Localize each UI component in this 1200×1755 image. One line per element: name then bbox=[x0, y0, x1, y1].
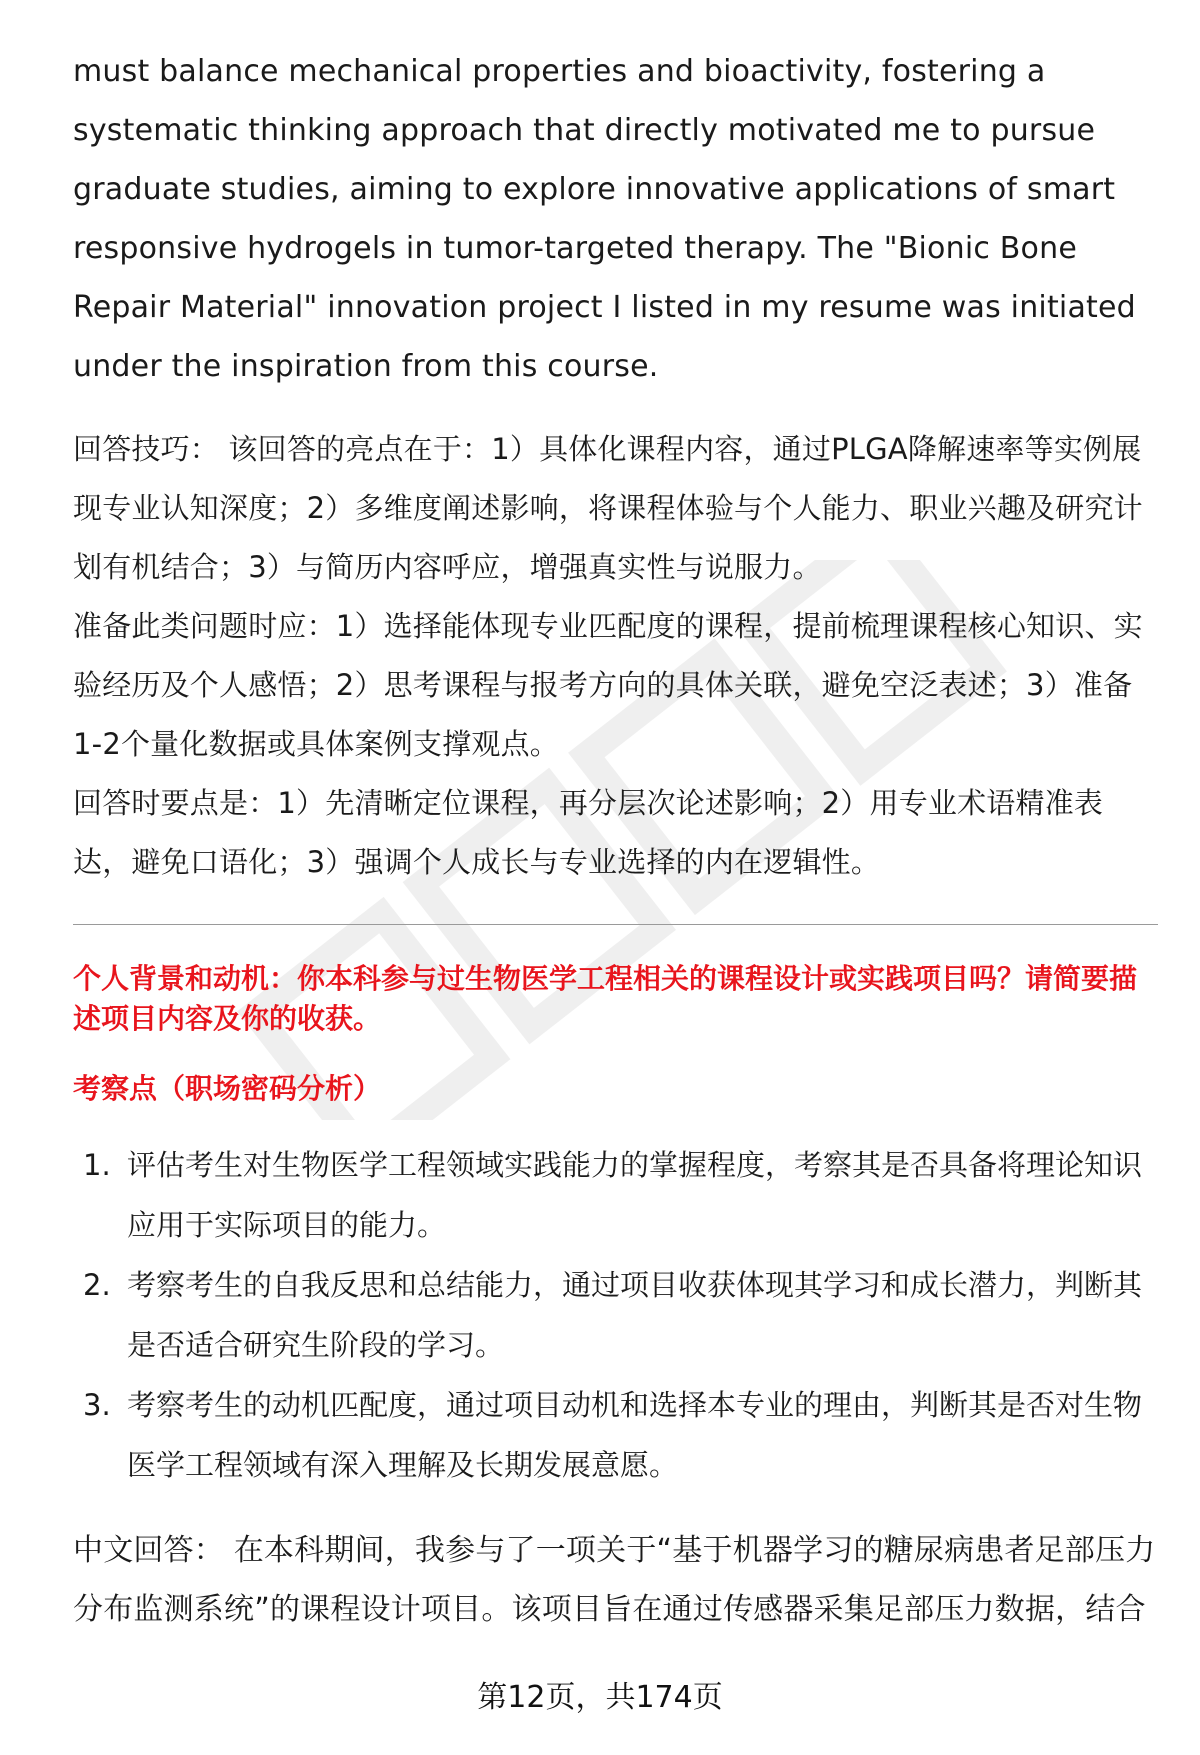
list-item bbox=[73, 1255, 1158, 1375]
list-item-number: 3. bbox=[83, 1388, 111, 1422]
list-item bbox=[73, 1135, 1158, 1255]
list-item-text: 评估考生对生物医学工程领域实践能力的掌握程度，考察其是否具备将理论知识应用于实际项目的能力。 bbox=[127, 1148, 1143, 1242]
list-item-number: 2. bbox=[83, 1268, 111, 1302]
list-item bbox=[73, 1375, 1158, 1495]
document-page bbox=[73, 42, 1158, 1639]
tips-paragraph-2: 准备此类问题时应：1）选择能体现专业匹配度的课程，提前梳理课程核心知识、实验经历及个人感悟；2）思考课程与报考方向的具体关联，避免空泛表述；3）准备1-2个量化数据或具体案例支撑观点。 bbox=[73, 609, 1143, 761]
answer-tips bbox=[73, 420, 1158, 892]
chinese-answer-paragraph: 中文回答： 在本科期间，我参与了一项关于“基于机器学习的糖尿病患者足部压力分布监测系统”的课程设计项目。该项目旨在通过传感器采集足部压力数据，结合 bbox=[73, 1533, 1156, 1627]
assessment-points-list bbox=[73, 1135, 1158, 1495]
page-number-footer: 第12页，共174页 bbox=[477, 1680, 723, 1715]
assessment-points-heading: 考察点（职场密码分析） bbox=[73, 1072, 382, 1105]
list-item-text: 考察考生的动机匹配度，通过项目动机和选择本专业的理由，判断其是否对生物医学工程领域有深入理解及长期发展意愿。 bbox=[127, 1388, 1143, 1482]
tips-paragraph-1: 回答技巧： 该回答的亮点在于：1）具体化课程内容，通过PLGA降解速率等实例展现专业认知深度；2）多维度阐述影响，将课程体验与个人能力、职业兴趣及研究计划有机结合；3）与简历内容呼应，增强真实性与说服力。 bbox=[73, 432, 1143, 584]
list-item-number: 1. bbox=[83, 1148, 111, 1182]
list-item-text: 考察考生的自我反思和总结能力，通过项目收获体现其学习和成长潜力，判断其是否适合研究生阶段的学习。 bbox=[127, 1268, 1143, 1362]
section-divider bbox=[73, 924, 1158, 925]
question-heading: 个人背景和动机：你本科参与过生物医学工程相关的课程设计或实践项目吗？请简要描述项目内容及你的收获。 bbox=[73, 962, 1138, 1035]
tips-paragraph-3: 回答时要点是：1）先清晰定位课程，再分层次论述影响；2）用专业术语精准表达，避免口语化；3）强调个人成长与专业选择的内在逻辑性。 bbox=[73, 786, 1104, 879]
intro-paragraph: must balance mechanical properties and bioactivity, fostering a systematic thinking approach that directly motivated me to pursue graduate studies, aiming to explore innovative applications of smart responsive hydrogels in tumor-targeted therapy. The "Bionic Bone Repair Material" innovation project I listed in my resume was initiated under the inspiration from this course. bbox=[73, 54, 1136, 384]
